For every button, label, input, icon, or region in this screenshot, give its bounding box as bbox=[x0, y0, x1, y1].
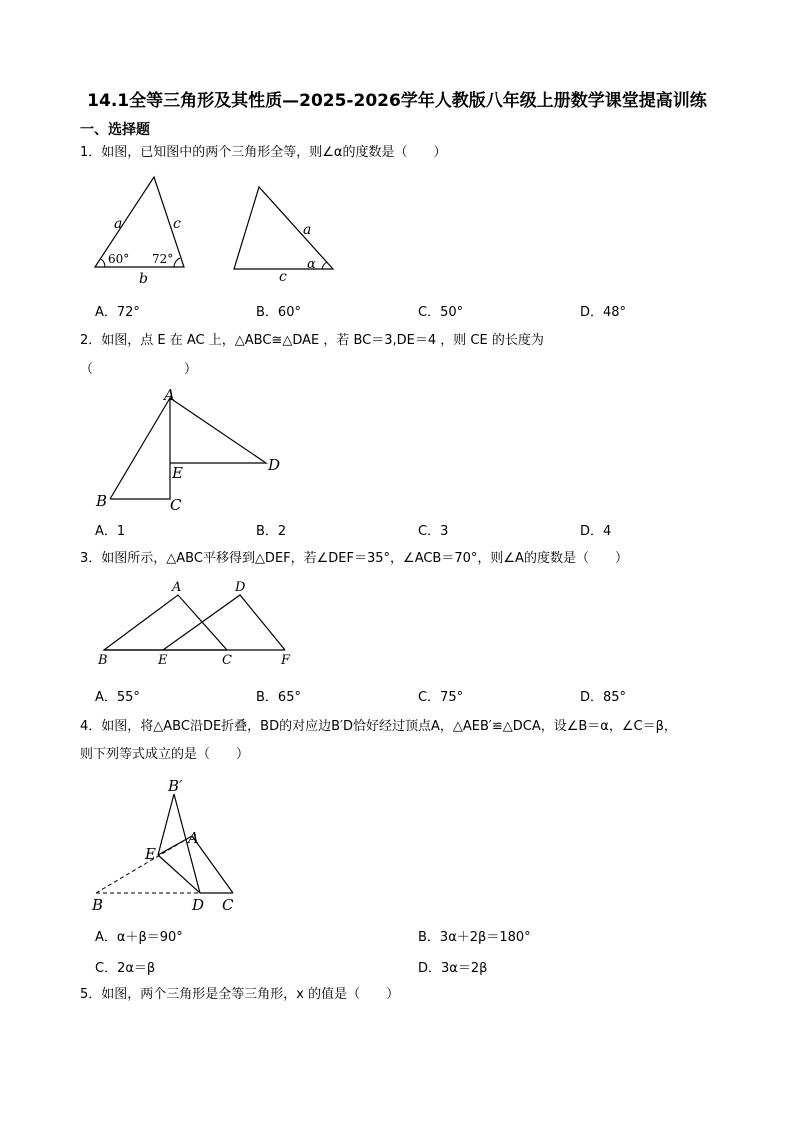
label-B: B bbox=[98, 653, 108, 668]
figure-q4 bbox=[88, 774, 248, 914]
triangle-def bbox=[163, 595, 285, 650]
triangle-abc bbox=[110, 398, 170, 499]
page-title: 14.1全等三角形及其性质—2025-2026学年人教版八年级上册数学课堂提高训练 bbox=[87, 91, 707, 111]
question-number: 2． bbox=[80, 333, 102, 348]
triangle-abc bbox=[104, 595, 227, 650]
label-F: F bbox=[281, 653, 291, 668]
segment-bpe bbox=[158, 794, 174, 855]
option-d[interactable]: D．3α＝2β bbox=[418, 961, 488, 976]
label-D: D bbox=[192, 896, 205, 914]
label-E: E bbox=[158, 653, 168, 668]
option-a[interactable]: A．55° bbox=[95, 690, 140, 705]
label-C: C bbox=[222, 896, 234, 914]
question-4 bbox=[80, 718, 677, 736]
question-number: 5． bbox=[80, 987, 102, 1002]
t2-label-c: c bbox=[279, 269, 287, 285]
triangle-dae bbox=[170, 398, 266, 463]
question-stem: 如图所示，△ABC平移得到△DEF，若∠DEF＝35°，∠ACB＝70°，则∠A的度数是（ ） bbox=[101, 551, 628, 566]
question-stem: 如图，将△ABC沿DE折叠，BD的对应边B′D恰好经过顶点A，△AEB′≌△DCA，设∠B＝α，∠C＝β， bbox=[101, 719, 677, 734]
question-2 bbox=[80, 332, 544, 350]
option-b[interactable]: B．2 bbox=[256, 524, 287, 539]
label-B: B bbox=[96, 492, 108, 510]
option-a[interactable]: A．72° bbox=[95, 305, 140, 320]
section-heading: 一、选择题 bbox=[80, 122, 150, 138]
label-C: C bbox=[170, 496, 182, 514]
question-2-blank: （ ） bbox=[80, 362, 198, 377]
question-stem: 如图，已知图中的两个三角形全等，则∠α的度数是（ ） bbox=[101, 145, 447, 160]
option-c[interactable]: C．75° bbox=[418, 690, 464, 705]
question-4-line2: 则下列等式成立的是（ ） bbox=[80, 747, 250, 762]
label-C: C bbox=[222, 653, 232, 668]
option-c[interactable]: C．3 bbox=[418, 524, 449, 539]
label-72: 72° bbox=[152, 252, 174, 266]
t2-label-a: a bbox=[303, 222, 312, 238]
figure-q3 bbox=[92, 578, 302, 670]
label-D: D bbox=[235, 580, 246, 595]
segment-ed bbox=[158, 855, 200, 893]
angle-arc-alpha bbox=[322, 262, 327, 269]
label-Bprime: B′ bbox=[168, 777, 183, 795]
label-b: b bbox=[139, 271, 148, 287]
t2-label-alpha: α bbox=[307, 257, 316, 272]
option-a[interactable]: A．α＋β＝90° bbox=[95, 930, 183, 945]
figure-q1 bbox=[88, 170, 348, 288]
label-c: c bbox=[173, 216, 181, 232]
segment-ea bbox=[158, 836, 192, 855]
figure-q2 bbox=[90, 386, 290, 516]
question-number: 3． bbox=[80, 551, 102, 566]
option-d[interactable]: D．48° bbox=[580, 305, 627, 320]
option-b[interactable]: B．3α＋2β＝180° bbox=[418, 930, 531, 945]
label-a: a bbox=[114, 216, 123, 232]
option-c[interactable]: C．2α＝β bbox=[95, 961, 156, 976]
question-1 bbox=[80, 144, 447, 162]
question-stem: 如图，点 E 在 AC 上，△ABC≅△DAE ，若 BC＝3,DE＝4 ，则 CE 的长度为 bbox=[101, 333, 544, 348]
option-a[interactable]: A．1 bbox=[95, 524, 126, 539]
question-3 bbox=[80, 550, 628, 568]
question-stem: 如图，两个三角形是全等三角形，x 的值是（ ） bbox=[101, 987, 400, 1002]
question-number: 1． bbox=[80, 145, 102, 160]
option-d[interactable]: D．4 bbox=[580, 524, 612, 539]
label-A: A bbox=[164, 386, 175, 404]
question-5 bbox=[80, 986, 399, 1004]
label-A: A bbox=[188, 829, 199, 847]
angle-arc-60 bbox=[101, 259, 105, 267]
option-c[interactable]: C．50° bbox=[418, 305, 464, 320]
label-60: 60° bbox=[108, 252, 130, 266]
option-b[interactable]: B．65° bbox=[256, 690, 301, 705]
label-E: E bbox=[145, 845, 156, 863]
triangle-2 bbox=[234, 187, 333, 269]
option-b[interactable]: B．60° bbox=[256, 305, 301, 320]
question-number: 4． bbox=[80, 719, 102, 734]
option-d[interactable]: D．85° bbox=[580, 690, 627, 705]
label-B: B bbox=[92, 896, 104, 914]
label-A: A bbox=[172, 580, 182, 595]
angle-arc-72 bbox=[174, 258, 180, 267]
label-D: D bbox=[268, 456, 281, 474]
label-E: E bbox=[172, 464, 183, 482]
